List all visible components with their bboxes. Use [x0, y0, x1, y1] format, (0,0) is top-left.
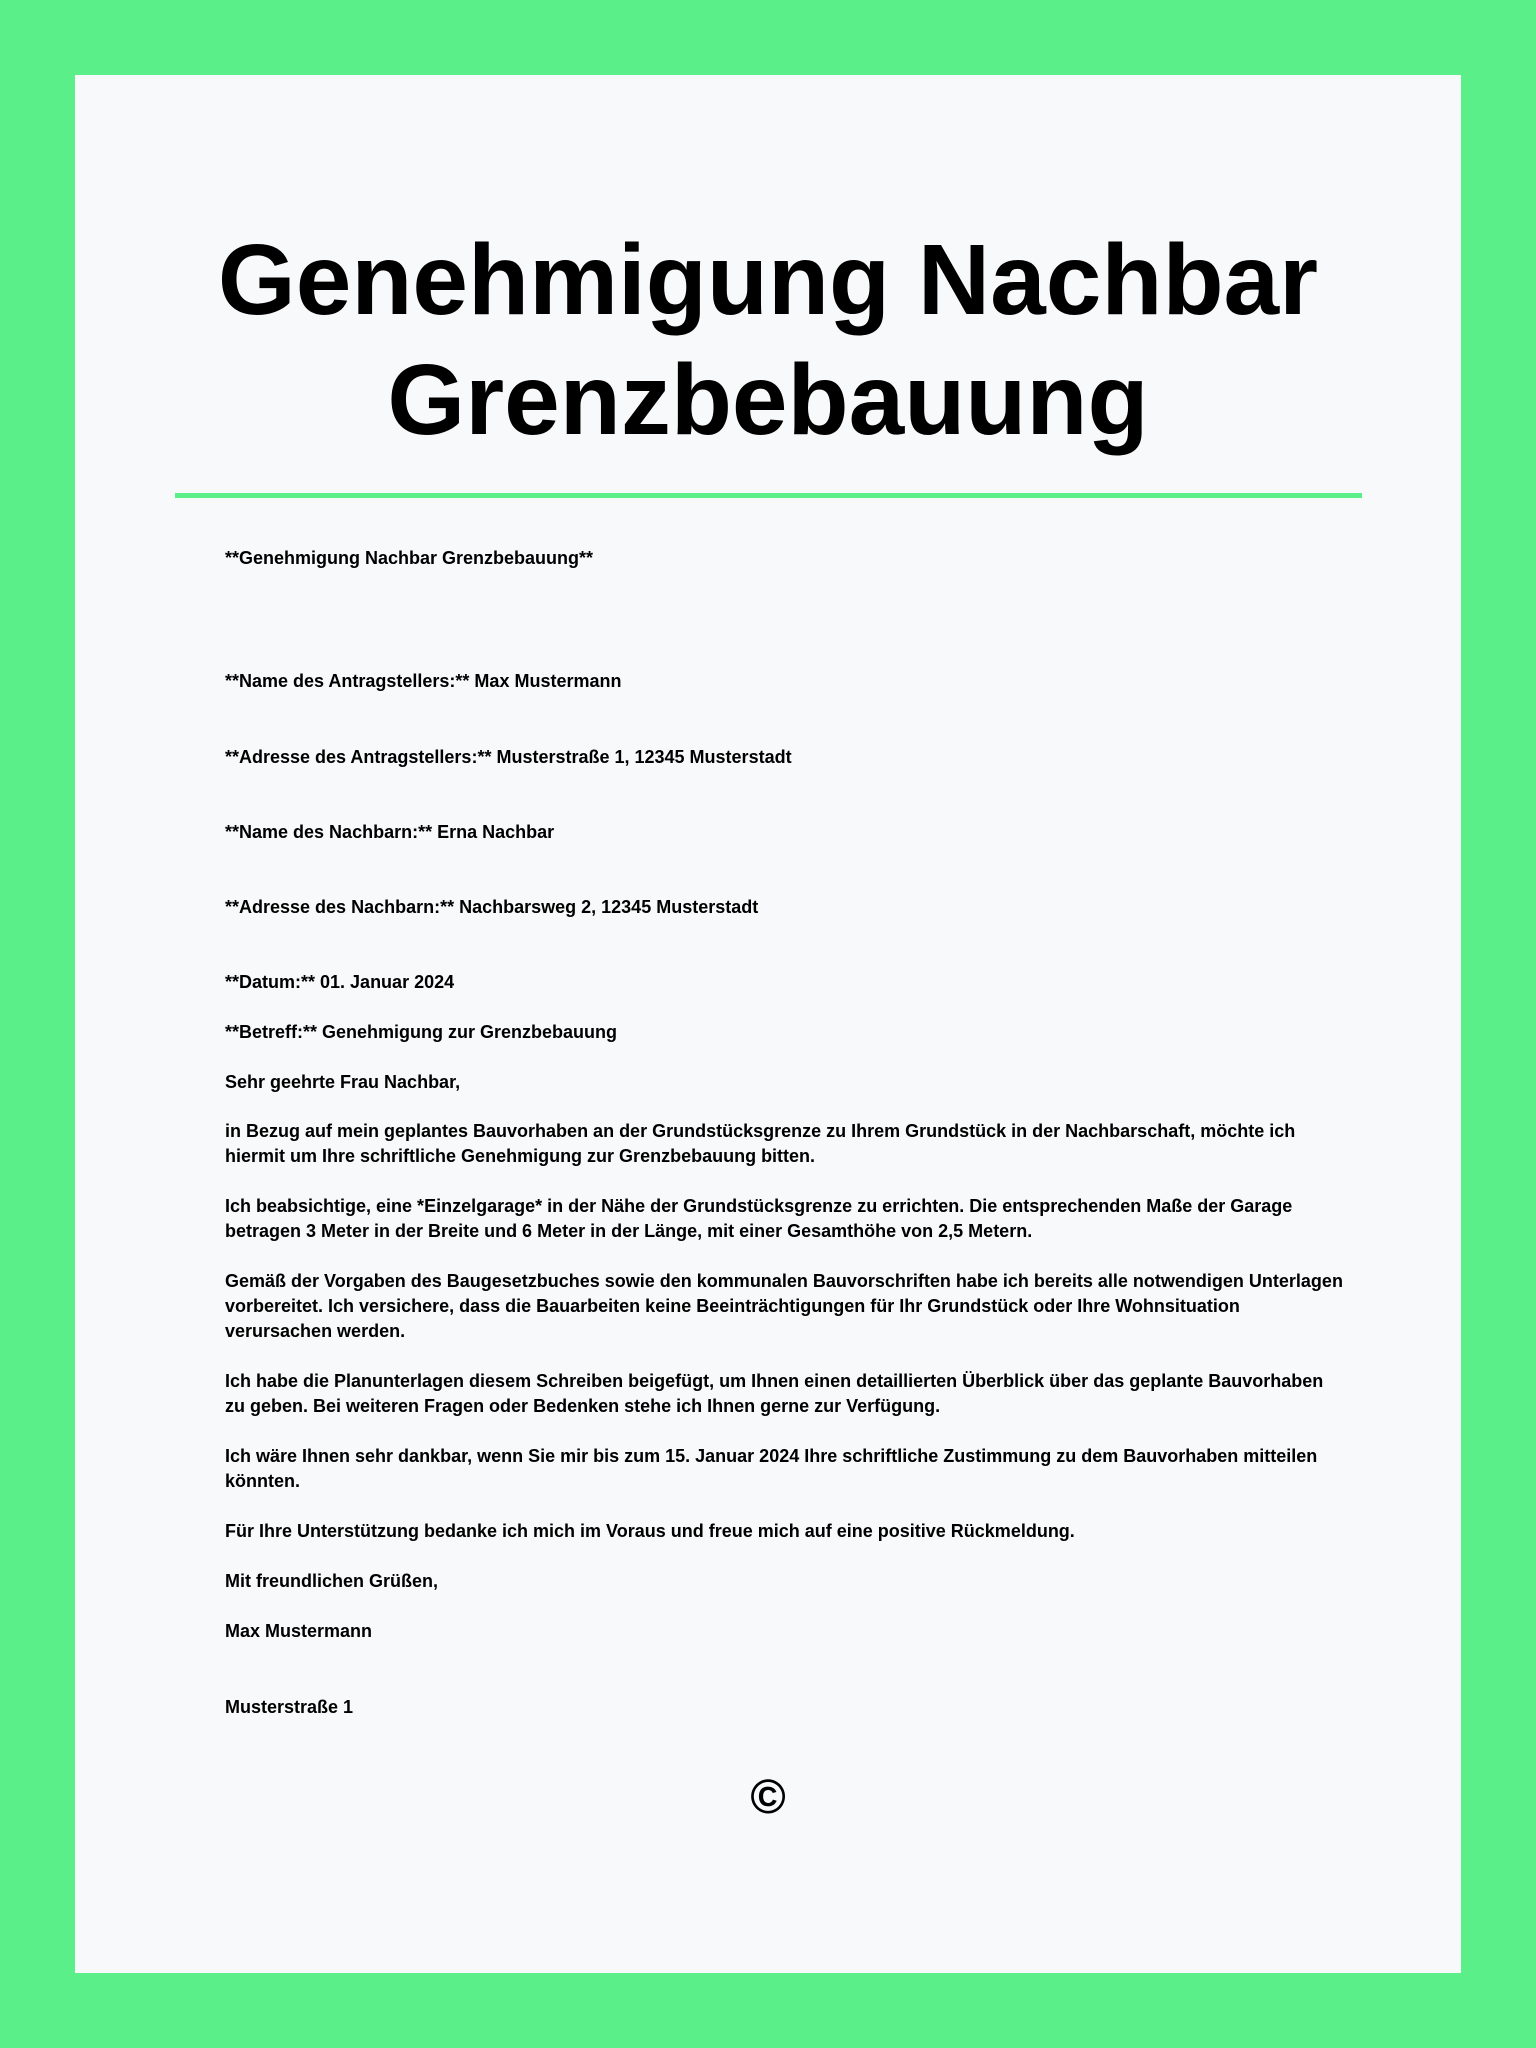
- paragraph-4: Ich habe die Planunterlagen diesem Schreiben beigefügt, um Ihnen einen detaillierten Überblick über das geplante Bauvorhaben zu geben. Bei weiteren Fragen oder Bedenken stehe ich Ihnen gerne zur Verfügung.: [225, 1371, 1324, 1416]
- field-neighbor-address: **Adresse des Nachbarn:** Nachbarsweg 2, 12345 Musterstadt: [225, 897, 759, 917]
- document-page: [75, 75, 1461, 1973]
- paragraph-5: Ich wäre Ihnen sehr dankbar, wenn Sie mir bis zum 15. Januar 2024 Ihre schriftliche Zustimmung zu dem Bauvorhaben mitteilen könnten.: [225, 1446, 1318, 1491]
- sender-address: Musterstraße 1: [225, 1697, 354, 1717]
- field-neighbor-name: **Name des Nachbarn:** Erna Nachbar: [225, 822, 555, 842]
- paragraph-2: Ich beabsichtige, eine *Einzelgarage* in der Nähe der Grundstücksgrenze zu errichten. Die entsprechenden Maße der Garage betragen 3 Meter in der Breite und 6 Meter in der Länge, mit einer Gesamthöhe von 2,5 Metern.: [225, 1196, 1293, 1241]
- page-title: [75, 220, 1461, 460]
- paragraph-3: Gemäß der Vorgaben des Baugesetzbuches sowie den kommunalen Bauvorschriften habe ich bereits alle notwendigen Unterlagen vorbereitet. Ich versichere, dass die Bauarbeiten keine Beeinträchtigungen für Ihr Grundstück oder Ihre Wohnsituation verursachen werden.: [225, 1271, 1343, 1341]
- paragraph-1: in Bezug auf mein geplantes Bauvorhaben an der Grundstücksgrenze zu Ihrem Grundstück in der Nachbarschaft, möchte ich hiermit um Ihre schriftliche Genehmigung zur Grenzbebauung bitten.: [225, 1121, 1296, 1166]
- field-applicant-name: **Name des Antragstellers:** Max Mustermann: [225, 671, 622, 691]
- title-divider: [175, 493, 1362, 498]
- salutation: Sehr geehrte Frau Nachbar,: [225, 1072, 461, 1092]
- field-date: **Datum:** 01. Januar 2024: [225, 972, 455, 992]
- copyright-icon: ©: [750, 1771, 786, 1824]
- letter-heading: **Genehmigung Nachbar Grenzbebauung**: [225, 548, 594, 568]
- title-line-2: Grenzbebauung: [387, 344, 1149, 456]
- title-line-1: Genehmigung Nachbar: [217, 224, 1319, 336]
- closing: Mit freundlichen Grüßen,: [225, 1571, 439, 1591]
- field-applicant-address: **Adresse des Antragstellers:** Musterstraße 1, 12345 Musterstadt: [225, 747, 792, 767]
- paragraph-6: Für Ihre Unterstützung bedanke ich mich im Voraus und freue mich auf eine positive Rückmeldung.: [225, 1521, 1075, 1541]
- signature: Max Mustermann: [225, 1621, 373, 1641]
- field-subject: **Betreff:** Genehmigung zur Grenzbebauung: [225, 1022, 618, 1042]
